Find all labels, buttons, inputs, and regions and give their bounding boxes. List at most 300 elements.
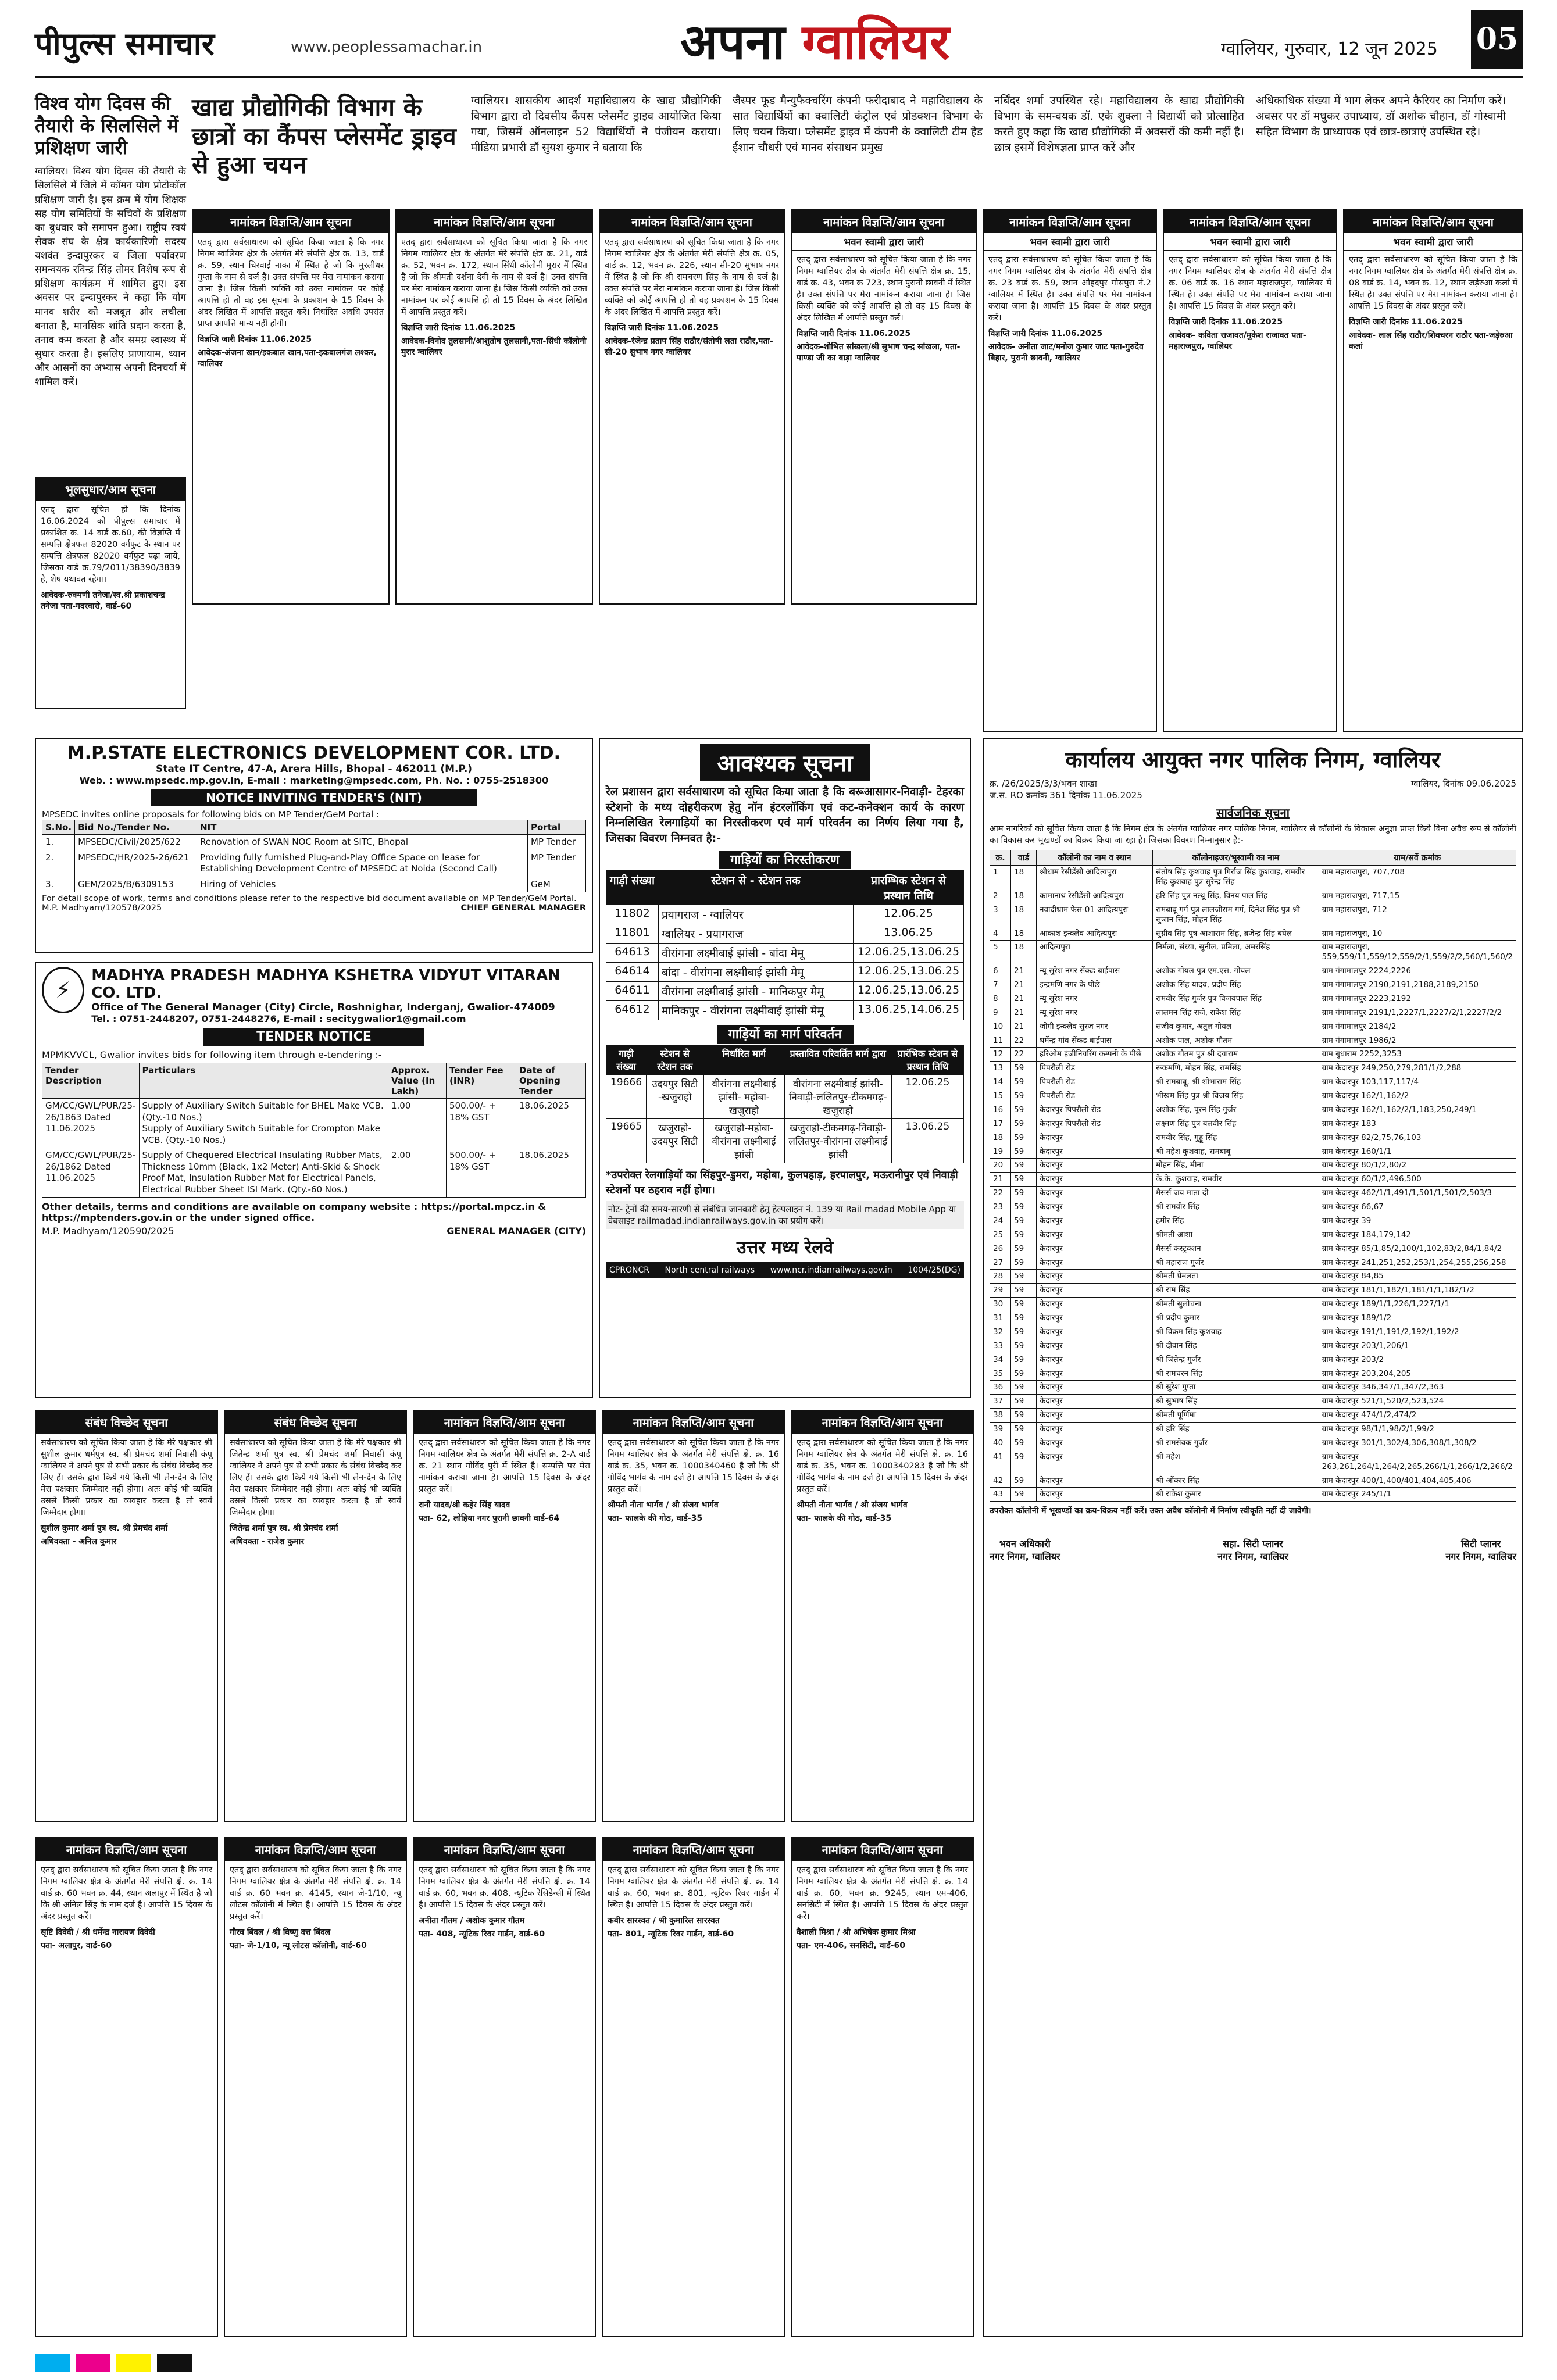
table-cell: ग्राम केदारपुर 84,85 [1319,1270,1516,1284]
story-food-col4: अधिकाधिक संख्या में भाग लेकर अपने कैरियर का निर्माण करें। अवसर पर डॉ मधुकर उपाध्याय, डॉ अशोक चौहान, डॉ गोस्वामी सहित विभाग के प्राध्यापक एवं छात्र-छात्राएं उपस्थित रहे। [1256,94,1506,138]
table-cell: नवादीधाम फेस-01 आदित्यपुरा [1037,903,1153,927]
table-cell: 59 [1011,1298,1037,1311]
railway-note1: *उपरोक्त रेलगाड़ियों का सिंहपुर-डुमरा, महोबा, कुलपहाड़, हरपालपुर, मऊरानीपुर एवं निवाड़ी स्टेशनों पर ठहराव नहीं होगा। [606,1169,958,1196]
notice-sig: जितेन्द्र शर्मा पुत्र स्व. श्री प्रेमचंद शर्मा [230,1524,338,1533]
table-cell: Supply of Chequered Electrical Insulating Rubber Mats, Thickness 10mm (Black, 1x2 Meter) Anti-Skid & Shock Proof Mat, Insulation Rubber Mat for Electrical Panels, Electrical Rubber Sheet ISI Mark. (Qty.-60 Nos.) [139,1148,388,1198]
table-cell: 21 [1011,992,1037,1006]
table-cell: केदारपुर [1037,1228,1153,1242]
table-cell: 59 [1011,1284,1037,1298]
col-header: निर्धारित मार्ग [703,1045,784,1075]
table-row [990,1062,1516,1075]
table-row [990,1436,1516,1450]
table-cell: 1. [42,835,75,850]
notice-date: विज्ञप्ति जारी दिनांक 11.06.2025 [1349,317,1463,327]
story-food-col1: ग्वालियर। शासकीय आदर्श महाविद्यालय के खाद्य प्रौद्योगिकी विभाग द्वारा दो दिवसीय कैंपस प्लेसमेंट ड्राइव आयोजित किया गया, जिसमें ऑनलाइन 52 विद्यार्थियों ने पंजीयन कराया। मीडिया प्रभारी डॉ सुयश कुमार ने बताया कि [471,94,721,154]
notice-sig: रानी यादव/श्री कहेर सिंह यादव [419,1500,510,1510]
col-header: क्र. [990,850,1011,866]
table-cell: ग्राम केदारपुर 184,179,142 [1319,1228,1516,1242]
table-cell: ग्राम गंगामालपुर 2190,2191,2188,2189,2150 [1319,978,1516,992]
table-cell: 31 [990,1311,1011,1325]
table-cell: 23 [990,1200,1011,1214]
table-cell: ग्राम केदारपुर 66,67 [1319,1200,1516,1214]
notice-head: भूलसुधार/आम सूचना [36,478,185,501]
table-cell: GeM [528,877,586,892]
table-row [990,927,1516,941]
mpsedc-footline [42,903,586,913]
col-header: कॉलोनाइजर/भूस्वामी का नाम [1153,850,1319,866]
railway-notice [599,738,971,1398]
table-cell: केदारपुर [1037,1187,1153,1200]
social-handle-1[interactable]: CPRONCR [609,1265,649,1275]
table-cell: ग्राम गंगामालपुर 2191/1,2227/1,2227/2/1,2227/2/2 [1319,1006,1516,1020]
table-cell: 18 [990,1131,1011,1145]
table-cell: केदारपुर [1037,1270,1153,1284]
table-cell: केदारपुर पिपरौली रोड [1037,1117,1153,1131]
table-cell: ग्राम केदारपुर 241,251,252,253/1,254,255,256,258 [1319,1256,1516,1270]
table-cell: ग्राम केदारपुर 82/2,75,76,103 [1319,1131,1516,1145]
col-header: वार्ड [1011,850,1037,866]
table-cell: ग्राम केदारपुर 183 [1319,1117,1516,1131]
table-cell: केदारपुर [1037,1409,1153,1423]
table-row [990,1131,1516,1145]
table-cell: 16 [990,1103,1011,1117]
table-row [990,1200,1516,1214]
table-cell: श्री रामवीर सिंह [1153,1200,1319,1214]
bolt-icon: ⚡ [42,967,84,1013]
mpsedc-web[interactable]: Web. : www.mpsedc.mp.gov.in, E-mail : marketing@mpsedc.com, Ph. No. : 0755-2518300 [79,775,549,786]
table-cell: 13.06.25,14.06.25 [854,1001,964,1020]
notice-sig: आवेदक-विनोद तुलसानी/आशुतोष तुलसानी,पता-सिंधी कॉलोनी मुरार ग्वालियर [401,336,587,357]
table-cell: जोगी इन्क्लेव सुरज नगर [1037,1020,1153,1034]
table-row [990,889,1516,903]
table-cell: 41 [990,1450,1011,1474]
table-cell: प्रयागराज - ग्वालियर [659,905,854,924]
table-cell: 21 [1011,1006,1037,1020]
notice-addr: पता- अलापुर, वार्ड-60 [41,1941,112,1950]
table-row [606,1001,964,1020]
municipal-ref2: ज.स. RO क्रमांक 361 दिनांक 11.06.2025 [990,790,1142,801]
notice-head: नामांकन विज्ञप्ति/आम सूचना [1164,210,1336,233]
notice-head: नामांकन विज्ञप्ति/आम सूचना [792,1838,973,1861]
table-row [990,992,1516,1006]
table-cell: रूकमणि, मोहन सिंह, रामसिंह [1153,1062,1319,1075]
table-cell: ग्राम महाराजपुरा, 707,708 [1319,866,1516,889]
brand-logo: पीपुल्स समाचार [35,25,215,62]
col-header: Date of Opening Tender [516,1063,586,1099]
municipal-title: कार्यालय आयुक्त नगर पालिक निगम, ग्वालियर [1065,746,1441,773]
table-cell: केदारपुर [1037,1339,1153,1353]
table-cell: 22 [1011,1034,1037,1048]
table-cell: केदारपुर [1037,1242,1153,1256]
website[interactable]: www.peoplessamachar.in [291,38,483,56]
table-cell: वीरांगना लक्ष्मीबाई झांसी- महोबा-खजुराहो [703,1075,784,1119]
col-header: Portal [528,820,586,835]
notice-row2-1 [35,1410,218,1822]
table-cell: 3 [990,903,1011,927]
table-cell: ग्राम महाराजपुरा, 10 [1319,927,1516,941]
table-row [990,1048,1516,1062]
col-header: स्टेशन से स्टेशन तक [646,1045,703,1075]
mpmkvvcl-footer: Other details, terms and conditions are available on company website : https://portal.mpcz.in & https://mptenders.gov.in or the under signed office. [42,1201,547,1223]
table-cell: 17 [990,1117,1011,1131]
notice-sig: सुशील कुमार शर्मा पुत्र स्व. श्री प्रेमचंद शर्मा [41,1524,168,1533]
table-cell: भीखम सिंह पुत्र श्री विजय सिंह [1153,1089,1319,1103]
table-row [990,1353,1516,1367]
municipal-sign-3: सिटी प्लानर नगर निगम, ग्वालियर [1445,1538,1516,1563]
notice-head: नामांकन विज्ञप्ति/आम सूचना [600,210,784,233]
table-row [990,1474,1516,1488]
notice-date: विज्ञप्ति जारी दिनांक 11.06.2025 [988,329,1103,338]
railway-cancel-table [606,870,964,1020]
notice-date: विज्ञप्ति जारी दिनांक 11.06.2025 [198,335,312,344]
notice-row2-4 [602,1410,785,1822]
table-cell: आदित्यपुरा [1037,941,1153,964]
table-cell: रामवीर सिंह गुर्जर पुत्र विजयपाल सिंह [1153,992,1319,1006]
notice-head: नामांकन विज्ञप्ति/आम सूचना [397,210,592,233]
table-cell: 19666 [606,1075,647,1119]
notice-head: नामांकन विज्ञप्ति/आम सूचना [603,1411,784,1434]
table-cell: केदारपुर [1037,1311,1153,1325]
table-cell: उदयपुर सिटी -खजुराहो [646,1075,703,1119]
table-cell: 12 [990,1048,1011,1062]
table-cell: सुग्रीव सिंह पुत्र आशाराम सिंह, ब्रजेन्द्र सिंह बघेल [1153,927,1319,941]
railway-cancel-head: गाड़ियों का निरस्तीकरण [719,851,851,869]
table-cell: श्री महेश [1153,1450,1319,1474]
table-cell: केदारपुर [1037,1381,1153,1395]
table-cell: ग्वालियर - प्रयागराज [659,924,854,944]
table-row [606,924,964,944]
table-cell: GM/CC/GWL/PUR/25-26/1862 Dated 11.06.2025 [42,1148,140,1198]
table-cell: श्री प्रदीप कुमार [1153,1311,1319,1325]
table-row [990,1325,1516,1339]
table-row [990,1270,1516,1284]
table-cell: MPSEDC/HR/2025-26/621 [75,850,197,877]
table-row [990,1242,1516,1256]
col-header: ग्राम/सर्वे क्रमांक [1319,850,1516,866]
table-cell: न्यू सुरेश नगर सेंकड बाईपास [1037,964,1153,978]
table-cell: वीरांगना लक्ष्मीबाई झांसी - बांदा मेमू [659,944,854,963]
municipal-signatures [990,1537,1516,1563]
table-cell: ग्राम गंगामालपुर 2224,2226 [1319,964,1516,978]
table-cell: ग्राम केदारपुर 162/1,162/2 [1319,1089,1516,1103]
mpsedc-notice-head: NOTICE INVITING TENDER'S (NIT) [151,789,477,806]
table-cell: रामवीर सिंह, गुड्डू सिंह [1153,1131,1319,1145]
story-food-col2: जैस्पर फूड मैन्युफैक्चरिंग कंपनी फरीदाबाद ने महाविद्यालय के सात विद्यार्थियों का क्वालिटी कंट्रोल एवं प्रोडक्शन विभाग के लिए चयन किया। प्लेसमेंट ड्राइव में कंपनी के क्वालिटी टीम हेड ईशान चौधरी एवं मानव संसाधन प्रमुख [733,94,983,154]
notice-head: नामांकन विज्ञप्ति/आम सूचना [193,210,388,233]
table-row [606,905,964,924]
social-handle-3[interactable]: www.ncr.indianrailways.gov.in [770,1265,892,1275]
table-row [990,1020,1516,1034]
notice-sig: आवेदक- अनीता जाट/मनोज कुमार जाट पता-गुरुदेव बिहार, पुरानी छावनी, ग्वालियर [988,342,1144,363]
notice-sig: आवेदक-शोभित सांखला/श्री सुभाष चन्द्र सांखला, पता-पाण्डा जी का बाड़ा ग्वालियर [797,342,960,363]
masthead [35,10,1523,74]
table-cell: खजुराहो-उदयपुर सिटी [646,1119,703,1163]
table-row [990,1423,1516,1436]
notice-row1-1 [192,209,390,605]
table-row [990,1214,1516,1228]
table-cell: 59 [1011,1450,1037,1474]
table-cell: के.के. कुशवाह, रामवीर [1153,1173,1319,1187]
table-cell: 59 [1011,1131,1037,1145]
mpsedc-title: M.P.STATE ELECTRONICS DEVELOPMENT COR. LTD. [67,743,561,763]
table-cell: ग्राम गंगामालपुर 1986/2 [1319,1034,1516,1048]
notice-row1-3 [599,209,785,605]
table-header-row [606,1045,964,1075]
mpmkvvcl-tel: Tel. : 0751-2448207, 0751-2448276, E-mail : secitygwalior1@gmail.com [91,1013,466,1024]
table-row [606,1119,964,1163]
table-cell: 59 [1011,1242,1037,1256]
notice-sig: आवेदक-अंजना खान/इकबाल खान,पता-इकबालगंज लश्कर, ग्वालियर [198,348,377,369]
notice-addr: अधिवक्ता - राजेश कुमार [230,1536,304,1546]
mpsedc-footer: For detail scope of work, terms and conditions please refer to the respective bid document available on MP Tender/GeM Portal. [42,894,577,903]
notice-date: विज्ञप्ति जारी दिनांक 11.06.2025 [797,329,911,338]
dateline: ग्वालियर, गुरुवार, 12 जून 2025 [1221,39,1438,59]
table-cell: केदारपुर [1037,1256,1153,1270]
col-header: Approx. Value (In Lakh) [388,1063,447,1099]
notice-body: एतद् द्वारा सर्वसाधारण को सूचित किया जाता है कि नगर निगम ग्वालियर क्षेत्र के अंतर्गत मेरी संपत्ति क्षेत्र क्र. 08 वार्ड क्र. 14, भवन क्र. 12, स्थान जड़ेरुआ कलां में स्थित है। उक्त संपत्ति पर मेरा नामांकन कराया जाना है। आपत्ति 15 दिवस के अंदर प्रस्तुत करें। [1349,255,1517,311]
table-row [990,1311,1516,1325]
table-cell: केदारपुर [1037,1488,1153,1502]
table-cell: 22 [1011,1048,1037,1062]
tender-mpsedc [35,738,593,953]
table-header-row [42,820,586,835]
table-cell: केदारपुर पिपरौली रोड [1037,1103,1153,1117]
notice-row1-7 [1343,209,1523,732]
table-cell: 22 [990,1187,1011,1200]
mpmkvvcl-header [42,967,586,1024]
table-cell: केदारपुर [1037,1450,1153,1474]
table-cell: 59 [1011,1395,1037,1409]
notice-head: नामांकन विज्ञप्ति/आम सूचना [1344,210,1522,233]
table-cell: 15 [990,1089,1011,1103]
notice-sig: श्रीमती नीता भार्गव / श्री संजय भार्गव [797,1500,908,1510]
table-cell: ग्राम केदारपुर 39 [1319,1214,1516,1228]
notice-date: विज्ञप्ति जारी दिनांक 11.06.2025 [605,323,719,333]
table-cell: श्री हरि सिंह [1153,1423,1319,1436]
table-cell: 64612 [606,1001,659,1020]
table-cell: श्रीमती पूर्णिमा [1153,1409,1319,1423]
table-cell: 6 [990,964,1011,978]
table-cell: 59 [1011,1228,1037,1242]
table-row [606,982,964,1001]
table-cell: GM/CC/GWL/PUR/25-26/1863 Dated 11.06.2025 [42,1099,140,1148]
table-cell: MP Tender [528,835,586,850]
table-cell: ग्राम महाराजपुरा, 717,15 [1319,889,1516,903]
table-cell: ग्राम केदारपुर 162/1,162/2/1,183,250,249/1 [1319,1103,1516,1117]
notice-head: नामांकन विज्ञप्ति/आम सूचना [414,1838,595,1861]
municipal-refline [990,778,1516,801]
table-cell: वीरांगना लक्ष्मीबाई झांसी - मानिकपुर मेमू [659,982,854,1001]
notice-addr: पता- 408, न्यूटिक रिवर गार्डन, वार्ड-60 [419,1929,545,1939]
notice-body: एतद् द्वारा सर्वसाधारण को सूचित किया जाता है कि नगर निगम ग्वालियर क्षेत्र के अंतर्गत मेरी संपत्ति क्षेत्र क्र. 06 वार्ड क्र. 16 स्थान महाराजपुरा, ग्वालियर में स्थित है। उक्त संपत्ति पर मेरा नामांकन कराया जाना है। आपत्ति 15 दिवस के अंदर प्रस्तुत करें। [1169,255,1331,311]
notice-sub: भवन स्वामी द्वारा जारी [792,233,976,251]
table-cell: हरिओम इंजीनियरिंग कम्पनी के पीछे [1037,1048,1153,1062]
notice-addr: पता- एम-406, सनसिटी, वार्ड-60 [797,1941,905,1950]
mpmkvvcl-footline [42,1225,586,1237]
table-cell: 35 [990,1367,1011,1381]
table-cell: 42 [990,1474,1011,1488]
table-cell: 2. [42,850,75,877]
table-row [990,1488,1516,1502]
table-cell: श्री रामसेवक गुर्जर [1153,1436,1319,1450]
notice-head: नामांकन विज्ञप्ति/आम सूचना [414,1411,595,1434]
notice-row1-6 [1163,209,1337,732]
notice-head: नामांकन विज्ञप्ति/आम सूचना [225,1838,406,1861]
tender-mpmkvvcl [35,962,593,1398]
notice-row3-2 [224,1837,407,2337]
table-cell: 64611 [606,982,659,1001]
table-cell: 26 [990,1242,1011,1256]
table-cell: 59 [1011,1353,1037,1367]
table-cell: 59 [1011,1325,1037,1339]
table-row [606,963,964,982]
table-row [990,903,1516,927]
col-header: प्रारंभिक स्टेशन से प्रस्थान तिथि [891,1045,963,1075]
table-cell: ग्राम बुधाराम 2252,3253 [1319,1048,1516,1062]
story-yoga [35,93,186,389]
table-header-row [990,850,1516,866]
page-number: 05 [1471,10,1523,69]
table-row [42,877,586,892]
table-row [990,1367,1516,1381]
table-cell: ग्राम केदारपुर 346,347/1,347/2,363 [1319,1381,1516,1395]
story-yoga-headline: विश्व योग दिवस की तैयारी के सिलसिले में प्रशिक्षण जारी [35,92,178,159]
mpsedc-intro: MPSEDC invites online proposals for following bids on MP Tender/GeM Portal : [42,809,380,820]
table-cell: रामबाबू गर्ग पुत्र लालजीराम गर्ग, दिनेश सिंह पुत्र श्री सुजान सिंह, मोहन सिंह [1153,903,1319,927]
table-cell: Hiring of Vehicles [197,877,528,892]
table-cell: 9 [990,1006,1011,1020]
table-cell: 8 [990,992,1011,1006]
table-cell: ग्राम महाराजपुरा, 559,559/11,559/12,559/2/1,559/2/2,560/1,560/2 [1319,941,1516,964]
table-cell: ग्राम केदारपुर 191/1,191/2,192/1,192/2 [1319,1325,1516,1339]
table-cell: 59 [1011,1187,1037,1200]
table-cell: मानिकपुर - वीरांगना लक्ष्मीबाई झांसी मेमू [659,1001,854,1020]
table-row [990,1089,1516,1103]
table-cell: 59 [1011,1159,1037,1173]
table-cell: ग्राम गंगामालपुर 2184/2 [1319,1020,1516,1034]
table-cell: अशोक गोयल पुत्र एम.एस. गोयल [1153,964,1319,978]
table-cell: वीरांगना लक्ष्मीबाई झांसी-निवाड़ी-ललितपुर-टीकमगढ़-खजुराहो [784,1075,891,1119]
table-cell: 59 [1011,1173,1037,1187]
table-cell: केदारपुर [1037,1284,1153,1298]
table-cell: 59 [1011,1311,1037,1325]
table-cell: 18 [1011,903,1037,927]
registration-yellow [116,2354,151,2372]
notice-head: नामांकन विज्ञप्ति/आम सूचना [984,210,1156,233]
table-row [990,1284,1516,1298]
notice-sub: भवन स्वामी द्वारा जारी [1164,233,1336,251]
railway-banner: आवश्यक सूचना [700,744,870,781]
notice-head: नामांकन विज्ञप्ति/आम सूचना [792,210,976,233]
notice-sig: श्रीमती नीता भार्गव / श्री संजय भार्गव [608,1500,719,1510]
registration-cyan [35,2354,70,2372]
table-cell: ग्राम केदारपुर 189/1/2 [1319,1311,1516,1325]
table-row [42,850,586,877]
table-cell: 59 [1011,1256,1037,1270]
table-cell: ग्राम केदारपुर 249,250,279,281/1/2,288 [1319,1062,1516,1075]
table-cell: 30 [990,1298,1011,1311]
table-cell: 12.06.25,13.06.25 [854,982,964,1001]
table-cell: लालमन सिंह राजे, राकेश सिंह [1153,1006,1319,1020]
table-cell: ग्राम केदारपुर 60/1/2,496,500 [1319,1173,1516,1187]
notice-row2-5 [791,1410,974,1822]
table-cell: केदारपुर [1037,1131,1153,1145]
notice-sub: भवन स्वामी द्वारा जारी [984,233,1156,251]
municipal-subtitle: सार्वजनिक सूचना [1216,806,1290,820]
col-header: Bid No./Tender No. [75,820,197,835]
section-title [680,13,949,70]
table-cell: निर्मला, संध्या, सुनील, प्रमिला, अमरसिंह [1153,941,1319,964]
notice-body: एतद् द्वारा सर्वसाधारण को सूचित किया जाता है कि नगर निगम ग्वालियर क्षेत्र के अंतर्गत मेरी संपत्ति क्षे. क्र. 16 वार्ड क्र. 35, भवन क्र. 1000340460 है जो कि श्री गोविंद भार्गव के नाम दर्ज है। आपत्ति 15 दिवस के अंदर प्रस्तुत करें। [608,1438,779,1494]
table-cell: 59 [1011,1436,1037,1450]
table-cell: केदारपुर [1037,1353,1153,1367]
table-row [990,941,1516,964]
table-cell: श्रीमती सुलोचना [1153,1298,1319,1311]
col-header: S.No. [42,820,75,835]
table-cell: 20 [990,1159,1011,1173]
table-cell: धर्मेन्द्र गांव सेंकड बाईपास [1037,1034,1153,1048]
table-row [42,835,586,850]
col-header: प्रारम्भिक स्टेशन से प्रस्थान तिथि [854,871,964,905]
table-cell: MPSEDC/Civil/2025/622 [75,835,197,850]
story-food-headline: खाद्य प्रौद्योगिकी विभाग के छात्रों का कैंपस प्लेसमेंट ड्राइव से हुआ चयन [192,93,456,180]
table-cell: 59 [1011,1339,1037,1353]
table-cell: 19 [990,1145,1011,1159]
table-cell: 27 [990,1256,1011,1270]
table-cell: केदारपुर [1037,1173,1153,1187]
table-cell: 12.06.25 [854,905,964,924]
notice-body: एतद् द्वारा सर्वसाधारण को सूचित किया जाता है कि नगर निगम ग्वालियर क्षेत्र के अंतर्गत मेरी संपत्ति क्षे. क्र. 14 वार्ड क्र. 60, भवन क्र. 408, न्यूटिक रेसिडेन्सी में स्थित है। आपत्ति 15 दिवस के अंदर प्रस्तुत करें। [419,1866,590,1910]
story-food-col3: नर्बिंदर शर्मा उपस्थित रहे। महाविद्यालय के खाद्य प्रौद्योगिकी विभाग के समन्वयक डॉ. एके शुक्ला ने विद्यार्थी को प्रोत्साहित करते हुए कहा कि खाद्य प्रौद्योगिकी में अवसरों की कमी नहीं है। छात्र इसमें विशेषज्ञता प्राप्त करें और [994,94,1244,154]
notice-body: एतद् द्वारा सर्वसाधारण को सूचित किया जाता है कि नगर निगम ग्वालियर क्षेत्र के अंतर्गत मेरी संपत्ति क्षे. क्र. 16 वार्ड क्र. 35, भवन क्र. 1000340283 है जो कि श्री गोविंद भार्गव के नाम दर्ज है। आपत्ति 15 दिवस के अंदर प्रस्तुत करें। [797,1438,968,1494]
notice-sig: आवेदक- कविता राजावत/मुकेश राजावत पता-महाराजपुरा, ग्वालियर [1169,330,1306,351]
notice-row2-2 [224,1410,407,1822]
table-cell: 11801 [606,924,659,944]
notice-sig: आवेदक- लाल सिंह राठौर/शिवचरन राठौर पता-जड़ेरुआ कलां [1349,330,1513,351]
notice-date: विज्ञप्ति जारी दिनांक 11.06.2025 [1169,317,1283,327]
col-header: गाड़ी संख्या [606,1045,647,1075]
table-cell: केदारपुर [1037,1395,1153,1409]
table-cell: ग्राम केदारपुर 400/1,400/401,404,405,406 [1319,1474,1516,1488]
municipal-notice [983,738,1523,2337]
social-handle-2[interactable]: North central railways [665,1265,755,1275]
table-row [990,964,1516,978]
table-cell: 59 [1011,1474,1037,1488]
table-cell: GEM/2025/B/6309153 [75,877,197,892]
table-cell: 18 [1011,941,1037,964]
notice-head: संबंध विच्छेद सूचना [225,1411,406,1434]
table-cell: Supply of Auxiliary Switch Suitable for BHEL Make VCB. (Qty.-10 Nos.) Supply of Auxiliary Switch Suitable for Crompton Make VCB. (Qty.-10 Nos.) [139,1099,388,1148]
table-cell: इन्द्रमणि नगर के पीछे [1037,978,1153,992]
table-cell: 38 [990,1409,1011,1423]
table-cell: 13.06.25 [854,924,964,944]
table-cell: हमीर सिंह [1153,1214,1319,1228]
table-cell: 28 [990,1270,1011,1284]
table-cell: श्री दीवान सिंह [1153,1339,1319,1353]
table-cell: न्यू सुरेश नगर [1037,992,1153,1006]
table-cell: 59 [1011,1270,1037,1284]
table-cell: मोहन सिंह, मीना [1153,1159,1319,1173]
story-food [192,93,1523,209]
table-cell: 59 [1011,1381,1037,1395]
table-cell: Providing fully furnished Plug-and-Play Office Space on lease for Establishing Development Centre of MPSEDC at Noida (Second Call) [197,850,528,877]
notice-body: एतद् द्वारा सर्वसाधारण को सूचित किया जाता है कि नगर निगम ग्वालियर क्षेत्र के अंतर्गत मेरी संपत्ति क्षेत्र क्र. 15, वार्ड क्र. 43, भवन क्र 723, स्थान पुरानी छावनी में स्थित है। उक्त संपत्ति पर मेरा नामांकन कराया जाना है। जिस किसी व्यक्ति को कोई आपत्ति हो तो वह 15 दिवस के अंदर लिखित में आपत्ति प्रस्तुत करें। [797,255,971,323]
table-cell: केदारपुर [1037,1423,1153,1436]
table-cell: 13 [990,1062,1011,1075]
table-cell: ग्राम केदारपुर 462/1/1,491/1,501/1,501/2,503/3 [1319,1187,1516,1200]
mpmkvvcl-sign: GENERAL MANAGER (CITY) [447,1225,586,1237]
table-cell: केदारपुर [1037,1367,1153,1381]
